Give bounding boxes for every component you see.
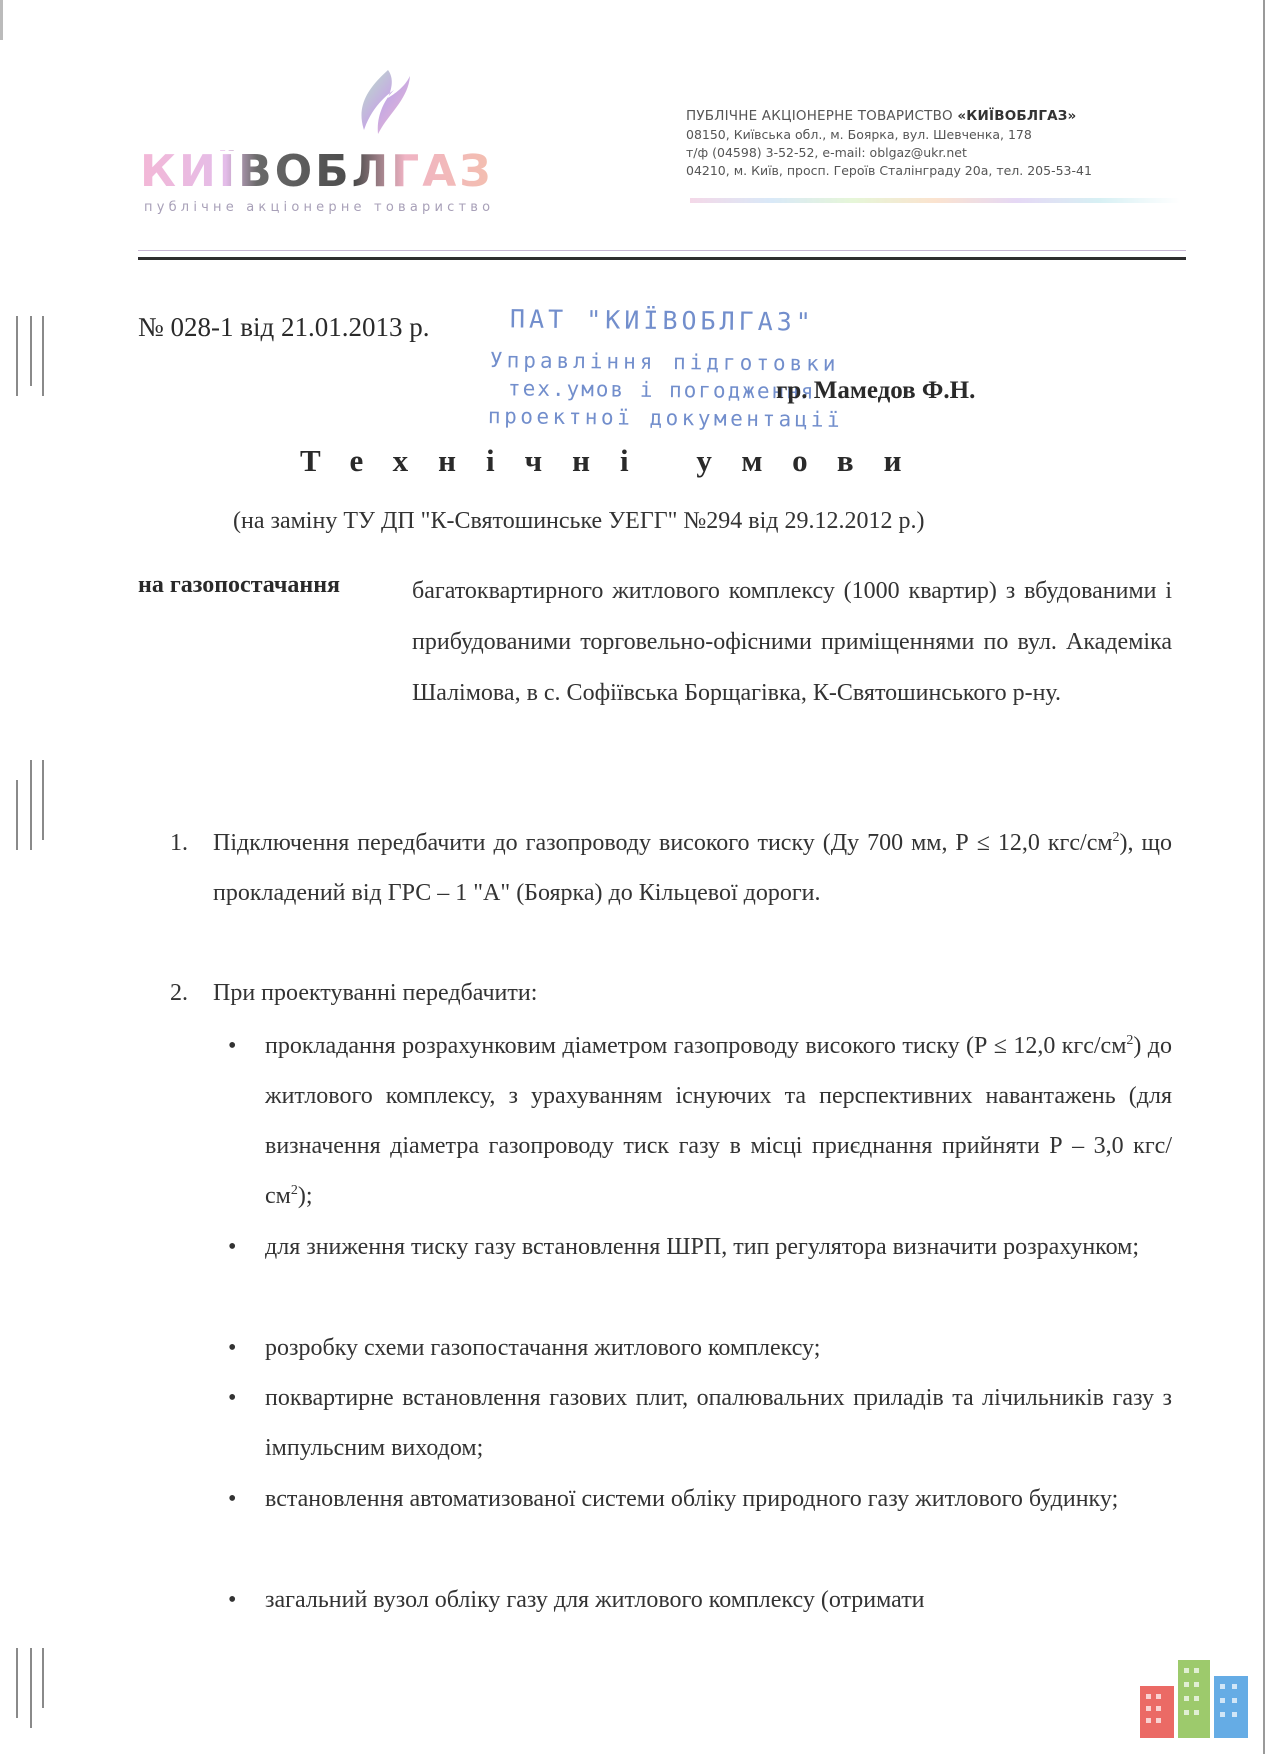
bullet-item — [228, 1222, 1172, 1272]
document-reference: № 028-1 від 21.01.2013 р. — [138, 312, 430, 342]
bullet-text: розробку схеми газопостачання житлового комплексу; — [265, 1335, 821, 1361]
document-subheading: (на заміну ТУ ДП "К-Святошинське УЕГГ" №294 від 29.12.2012 р.) — [233, 508, 925, 534]
logo-subtitle: публічне акціонерне товариство — [144, 200, 495, 215]
company-title — [686, 108, 1156, 124]
document-heading: Технічні умови — [300, 443, 932, 478]
item-number: 1. — [170, 830, 188, 856]
bullet-item — [228, 1373, 1172, 1473]
scan-edge — [1263, 0, 1265, 1754]
scan-edge-left — [0, 0, 3, 40]
company-office: 04210, м. Київ, просп. Героїв Сталінграду 20а, тел. 205-53-41 — [686, 163, 1092, 178]
letterhead-rule — [138, 257, 1186, 260]
bullet-text: для зниження тиску газу встановлення ШРП, тип регулятора визначити розрахунком; — [265, 1234, 1139, 1260]
bullet-text: поквартирне встановлення газових плит, опалювальних приладів та лічильників газу з імпульсним виходом; — [265, 1385, 1172, 1461]
bullet-icon: • — [228, 1385, 237, 1411]
letterhead-color-bar — [690, 198, 1180, 203]
bullet-text: встановлення автоматизованої системи обліку природного газу житлового будинку; — [265, 1486, 1119, 1512]
binder-marks — [14, 1648, 54, 1728]
company-name: «КИЇВОБЛГАЗ» — [957, 108, 1077, 124]
bullet-item — [228, 1575, 1172, 1625]
bullet-text: прокладання розрахунковим діаметром газопроводу високого тиску (Р ≤ 12,0 кгс/$см^2$) до житлового комплексу, з урахуванням існуючих та перспективних навантажень (для визначення діаметра газопроводу тиск газу в місці приєднання прийняти Р – 3,0 кгс/$см^2$); — [265, 1033, 1173, 1209]
bullet-item — [228, 1323, 1172, 1373]
purpose-text: багатоквартирного житлового комплексу (1000 квартир) з вбудованими і прибудованими торговельно-офісними приміщеннями по вул. Академіка Шалімова, в с. Софіївська Борщагівка, К-Святошинського р-ну. — [412, 578, 1172, 706]
bullet-item — [228, 1021, 1172, 1221]
flame-leaf-icon — [348, 68, 418, 140]
letterhead-rule-thin — [138, 250, 1186, 251]
item-text: При проектуванні передбачити: — [213, 980, 538, 1006]
recipient: гр. Мамедов Ф.Н. — [776, 377, 976, 404]
stamp-line: проектної документації — [487, 404, 844, 432]
stamp-line: Управління підготовки — [489, 348, 840, 376]
item-number: 2. — [170, 980, 188, 1006]
company-address: 08150, Київська обл., м. Боярка, вул. Шевченка, 178 — [686, 127, 1032, 142]
company-details — [686, 108, 1156, 178]
purpose-label: на газопостачання — [138, 572, 341, 598]
binder-marks — [14, 760, 54, 850]
bullet-icon: • — [228, 1033, 237, 1059]
stamp-line: ПАТ "КИЇВОБЛГАЗ" — [509, 304, 815, 337]
company-phone: т/ф (04598) 3-52-52, e-mail: oblgaz@ukr.net — [686, 145, 967, 160]
bullet-icon: • — [228, 1335, 237, 1361]
binder-marks — [14, 316, 54, 396]
company-logo — [140, 68, 530, 215]
list-item — [170, 968, 1172, 1018]
logo-wordmark: КИЇВОБЛГАЗ — [140, 150, 530, 194]
list-item — [170, 818, 1172, 918]
stamp-line: тех.умов і погодження — [507, 376, 816, 404]
buildings-watermark-icon — [1138, 1646, 1250, 1746]
bullet-icon: • — [228, 1234, 237, 1260]
item-text: Підключення передбачити до газопроводу високого тиску (Ду 700 мм, Р ≤ 12,0 кгс/$см^2$), що прокладений від ГРС – 1 "А" (Боярка) до Кільцевої дороги. — [213, 830, 1172, 906]
bullet-icon: • — [228, 1587, 237, 1613]
company-prefix: ПУБЛІЧНЕ АКЦІОНЕРНЕ ТОВАРИСТВО — [686, 108, 953, 124]
bullet-item — [228, 1474, 1172, 1524]
bullet-text: загальний вузол обліку газу для житлового комплексу (отримати — [265, 1587, 925, 1613]
bullet-icon: • — [228, 1486, 237, 1512]
